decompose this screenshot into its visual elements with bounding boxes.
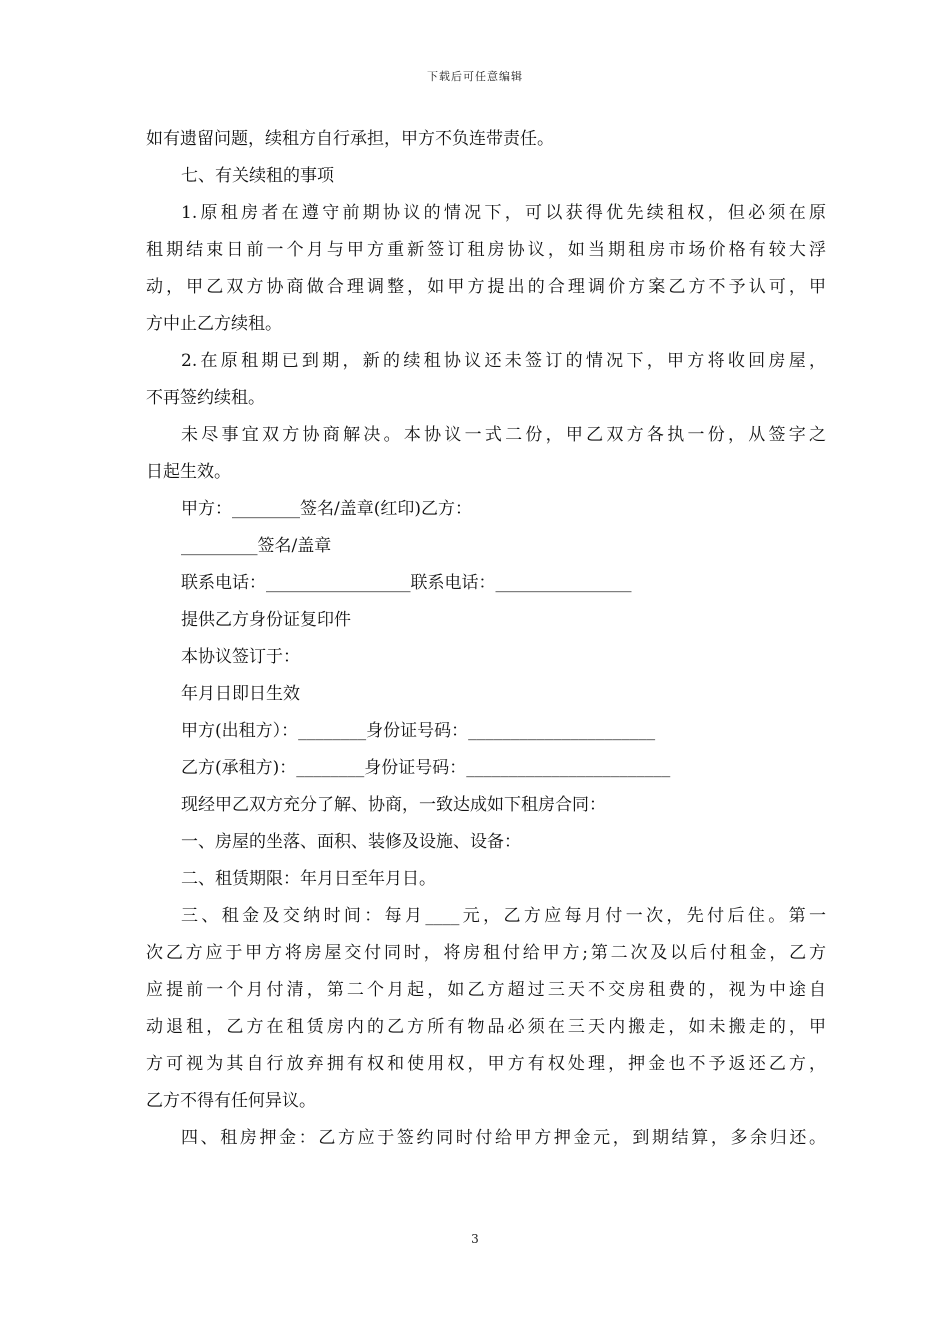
paragraph-line: 如有遗留问题，续租方自行承担，甲方不负连带责任。 [146, 129, 554, 149]
landlord-id-line: 甲方(出租方）：________身份证号码：______________________ [181, 721, 656, 741]
paragraph-line: 提供乙方身份证复印件 [181, 610, 351, 630]
clause-line: 二、租赁期限：年月日至年月日。 [181, 869, 436, 889]
paragraph-line: 租期结束日前一个月与甲方重新签订租房协议，如当期租房市场价格有较大浮 [146, 240, 826, 260]
section-heading: 七、有关续租的事项 [181, 166, 334, 186]
paragraph-line: 应提前一个月付清，第二个月起，如乙方超过三天不交房租费的，视为中途自 [146, 980, 826, 1000]
paragraph-line: 2.在原租期已到期，新的续租协议还未签订的情况下，甲方将收回房屋， [181, 351, 826, 371]
paragraph-line: 动退租，乙方在租赁房内的乙方所有物品必须在三天内搬走，如未搬走的，甲 [146, 1017, 826, 1037]
paragraph-line: 1.原租房者在遵守前期协议的情况下，可以获得优先续租权，但必须在原 [181, 203, 826, 223]
paragraph-line: 方中止乙方续租。 [146, 314, 282, 334]
paragraph-line: 动，甲乙双方协商做合理调整，如甲方提出的合理调价方案乙方不予认可，甲 [146, 277, 826, 297]
clause-line: 三、租金及交纳时间：每月____元，乙方应每月付一次，先付后住。第一 [181, 906, 826, 926]
paragraph-line: 日起生效。 [146, 462, 231, 482]
paragraph-line: 现经甲乙双方充分了解、协商，一致达成如下租房合同： [181, 795, 606, 815]
paragraph-line: 未尽事宜双方协商解决。本协议一式二份，甲乙双方各执一份，从签字之 [181, 425, 826, 445]
signature-line-party-a: 甲方：________签名/盖章(红印)乙方： [181, 499, 472, 519]
tenant-id-line: 乙方(承租方)：________身份证号码：________________________ [181, 758, 671, 778]
paragraph-line: 乙方不得有任何异议。 [146, 1091, 316, 1111]
signature-line-party-b: _________签名/盖章 [181, 536, 332, 556]
paragraph-line: 年月日即日生效 [181, 684, 300, 704]
page-number: 3 [471, 1232, 479, 1246]
paragraph-line: 方可视为其自行放弃拥有权和使用权，甲方有权处理，押金也不予返还乙方， [146, 1054, 826, 1074]
document-body [146, 121, 826, 1157]
clause-line: 一、房屋的坐落、面积、装修及设施、设备： [181, 832, 521, 852]
paragraph-line: 不再签约续租。 [146, 388, 265, 408]
paragraph-line: 次乙方应于甲方将房屋交付同时，将房租付给甲方;第二次及以后付租金，乙方 [146, 943, 826, 963]
clause-line: 四、租房押金：乙方应于签约同时付给甲方押金元，到期结算，多余归还。 [181, 1128, 826, 1148]
contact-phone-line: 联系电话：_________________联系电话：________________ [181, 573, 632, 593]
paragraph-line: 本协议签订于： [181, 647, 300, 667]
page-header: 下载后可任意编辑 [427, 70, 523, 83]
